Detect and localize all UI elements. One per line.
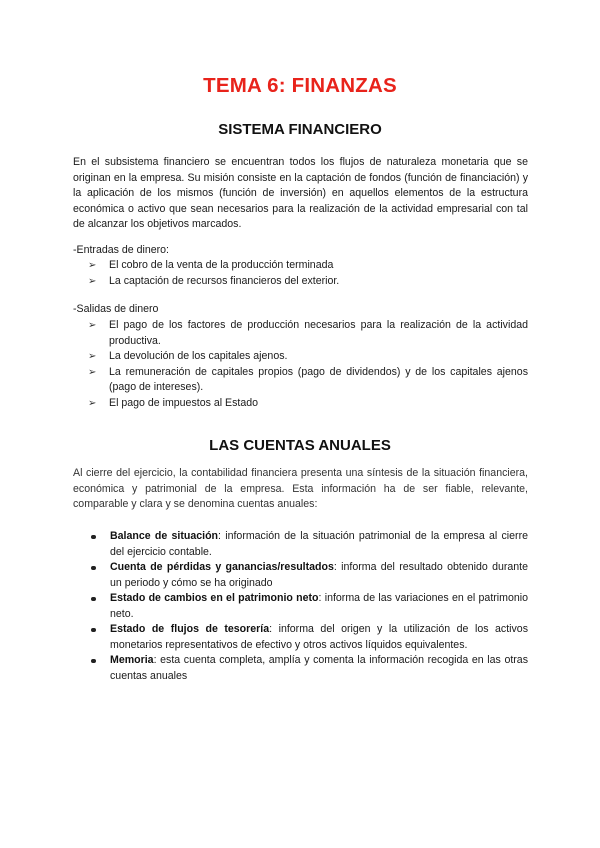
- list-item: [88, 365, 528, 396]
- list-item-text: : informa del origen y la utilización de los activos monetarios representativos de efectivo y otros activos líquidos equivalentes.: [110, 623, 528, 651]
- list-item: [88, 396, 528, 412]
- arrow-bullet-icon: ➢: [88, 260, 97, 271]
- list-item-term: Estado de flujos de tesorería: [110, 623, 270, 635]
- list-item-text: El pago de los factores de producción necesarios para la realización de la actividad productiva.: [109, 319, 528, 347]
- bullet-icon: [91, 628, 96, 633]
- list-item: [90, 622, 528, 653]
- list-item-text: : esta cuenta completa, amplía y comenta la información recogida en las otras cuentas anuales: [110, 654, 528, 682]
- list-item: [90, 529, 528, 560]
- list-item-text: La remuneración de capitales propios (pago de dividendos) y de los capitales ajenos (pago de intereses).: [109, 365, 528, 393]
- document-title: TEMA 6: FINANZAS: [203, 74, 397, 97]
- list-item: [90, 560, 528, 591]
- list-item-text: El pago de impuestos al Estado: [109, 396, 258, 409]
- list-item-text: : informa del resultado obtenido durante un periodo y cómo se ha originado: [110, 561, 529, 589]
- bullet-icon: [91, 566, 96, 571]
- list-item: [88, 318, 528, 349]
- list-item-term: Balance de situación: [110, 530, 219, 542]
- cuentas-anuales-list: [90, 529, 528, 684]
- list-item: [88, 349, 528, 365]
- bullet-icon: [91, 597, 96, 602]
- arrow-bullet-icon: ➢: [88, 320, 97, 331]
- list-item-text: El cobro de la venta de la producción terminada: [109, 259, 334, 271]
- list-item: [88, 274, 528, 290]
- list-item-term: Estado de cambios en el patrimonio neto: [110, 592, 319, 604]
- list-item-text: La captación de recursos financieros del exterior.: [109, 274, 340, 287]
- list-item-text: : información de la situación patrimonial de la empresa al cierre del ejercicio contable.: [110, 530, 528, 558]
- bullet-icon: [91, 659, 96, 664]
- list-item: [90, 591, 528, 622]
- salidas-label: -Salidas de dinero: [73, 303, 159, 315]
- list-item-term: Cuenta de pérdidas y ganancias/resultados: [110, 561, 334, 573]
- list-item-term: Memoria: [110, 654, 154, 666]
- entradas-label: -Entradas de dinero:: [73, 244, 169, 256]
- bullet-icon: [91, 535, 96, 540]
- entradas-list: [88, 258, 528, 289]
- salidas-list: [88, 318, 528, 411]
- section-heading-sistema-financiero: SISTEMA FINANCIERO: [218, 121, 382, 138]
- list-item: [88, 258, 528, 274]
- list-item-text: : informa de las variaciones en el patrimonio neto.: [110, 592, 528, 620]
- section-heading-cuentas-anuales: LAS CUENTAS ANUALES: [209, 437, 391, 454]
- arrow-bullet-icon: ➢: [88, 366, 97, 378]
- list-item-text: La devolución de los capitales ajenos.: [109, 350, 288, 362]
- arrow-bullet-icon: ➢: [88, 275, 97, 287]
- arrow-bullet-icon: ➢: [88, 351, 97, 362]
- sistema-financiero-intro: En el subsistema financiero se encuentran todos los flujos de naturaleza monetaria que se originan en la empresa. Su misión consiste en la captación de fondos (función de financiación) y la aplicación de los mismos (función de inversión) en aquellos elementos de la estructura económica o activo que sean necesarios para la realización de la actividad empresarial con tal de alcanzar los objetivos marcados.: [73, 156, 528, 230]
- arrow-bullet-icon: ➢: [88, 397, 97, 409]
- cuentas-anuales-intro: Al cierre del ejercicio, la contabilidad financiera presenta una síntesis de la situación financiera, económica y patrimonial de la empresa. Esta información ha de ser fiable, relevante, comparable y clara y se denomina cuentas anuales:: [73, 467, 528, 510]
- list-item: [90, 653, 528, 684]
